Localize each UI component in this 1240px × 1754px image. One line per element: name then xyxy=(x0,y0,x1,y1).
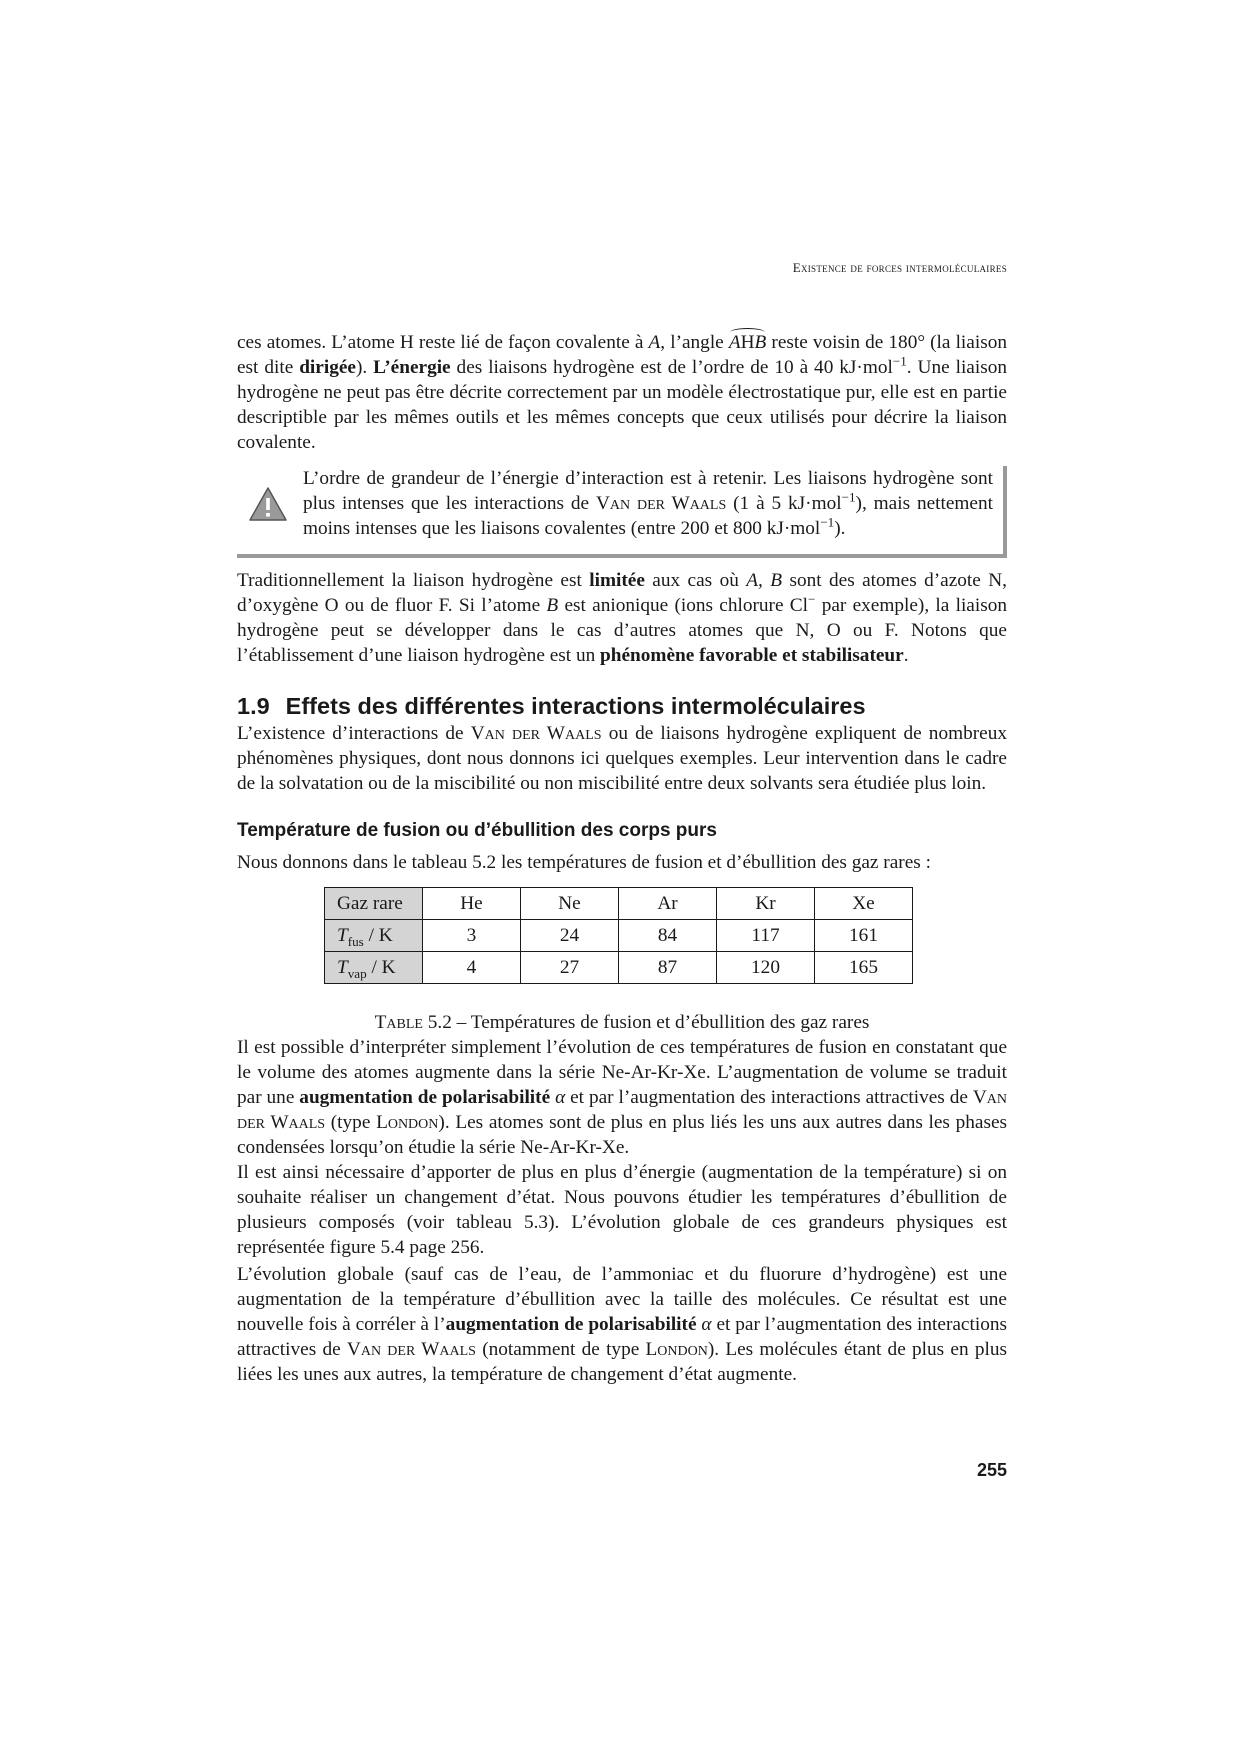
paragraph-table-intro: Nous donnons dans le tableau 5.2 les températures de fusion et d’ébullition des gaz rares : xyxy=(237,852,931,873)
section-heading: 1.9 Effets des différentes interactions intermoléculaires xyxy=(237,693,866,719)
table-cell: 3 xyxy=(423,920,521,952)
table-cell: 117 xyxy=(717,920,815,952)
table-cell: 27 xyxy=(521,952,619,984)
angle-ahb: AHB xyxy=(728,332,767,353)
table-cell: 161 xyxy=(815,920,913,952)
paragraph-liaison-dirigee: ces atomes. L’atome H reste lié de façon covalente à A, l’angle AHB reste voisin de 180° (la liaison est dite dirigée). L’énergie des liaisons hydrogène est de l’ordre de 10 à 40 kJ·mol$^{-1}$. Une liaison hydrogène ne peut pas être décrite correctement par un modèle électrostatique pur, elle est en partie descriptible par les mêmes outils et les mêmes concepts que ceux utilisés pour décrire la liaison covalente. xyxy=(237,332,1008,453)
table-cell: 165 xyxy=(815,952,913,984)
table-cell: 87 xyxy=(619,952,717,984)
table-cell: 84 xyxy=(619,920,717,952)
running-head: Existence de forces intermoléculaires xyxy=(792,260,1007,275)
warning-icon xyxy=(248,486,288,522)
warning-box xyxy=(237,466,1007,558)
page-body xyxy=(237,330,1007,1387)
table-caption: Table 5.2 – Températures de fusion et d’ébullition des gaz rares xyxy=(374,1012,870,1033)
paragraph-energie: Il est ainsi nécessaire d’apporter de plus en plus d’énergie (augmentation de la température) si on souhaite réaliser un changement d’état. Nous pouvons étudier les températures d’ébullition de plusieurs composés (voir tableau 5.3). L’évolution globale de ces grandeurs physiques est représentée figure 5.4 page 256. xyxy=(237,1162,1007,1258)
table-row xyxy=(325,920,913,952)
table-row xyxy=(325,952,913,984)
page-number: 255 xyxy=(976,1460,1007,1480)
table-header-cell: $T_{fus}$ / K xyxy=(325,920,423,952)
paragraph-evolution-globale: L’évolution globale (sauf cas de l’eau, de l’ammoniac et du fluorure d’hydrogène) est une augmentation de la température d’ébullition avec la taille des molécules. Ce résultat est une nouvelle fois à corréler à l’augmentation de polarisabilité α et par l’augmentation des interactions attractives de Van der Waals (notamment de type London). Les molécules étant de plus en plus liées les unes aux autres, la température de changement d’état augmente. xyxy=(237,1264,1007,1385)
table-cell: Ne xyxy=(521,888,619,920)
table-cell: Kr xyxy=(717,888,815,920)
table-header-cell: Gaz rare xyxy=(325,888,423,920)
table-cell: Ar xyxy=(619,888,717,920)
paragraph-liaison-limitee: Traditionnellement la liaison hydrogène est limitée aux cas où A, B sont des atomes d’azote N, d’oxygène O ou de fluor F. Si l’atome B est anionique (ions chlorure Cl− par exemple), la liaison hydrogène peut se développer dans le cas d’autres atomes que N, O ou F. Notons que l’établissement d’une liaison hydrogène est un phénomène favorable et stabilisateur. xyxy=(237,570,1008,666)
paragraph-polarisabilite: Il est possible d’interpréter simplement l’évolution de ces températures de fusion en constatant que le volume des atomes augmente dans la série Ne-Ar-Kr-Xe. L’augmentation de volume se traduit par une augmentation de polarisabilité α et par l’augmentation des interactions attractives de Van der Waals (type London). Les atomes sont de plus en plus liés les uns aux autres dans les phases condensées lorsqu’on étudie la série Ne-Ar-Kr-Xe. xyxy=(237,1037,1008,1158)
table-header-cell: $T_{vap}$ / K xyxy=(325,952,423,984)
noble-gas-table xyxy=(324,887,913,984)
table-cell: 24 xyxy=(521,920,619,952)
table-cell: He xyxy=(423,888,521,920)
warning-text: L’ordre de grandeur de l’énergie d’interaction est à retenir. Les liaisons hydrogène sont plus intenses que les interactions de Van der Waals (1 à 5 kJ·mol$^{-1}$), mais nettement moins intenses que les liaisons covalentes (entre 200 et 800 kJ·mol$^{-1}$). xyxy=(303,468,993,539)
table-cell: 120 xyxy=(717,952,815,984)
paragraph-intro-effets: L’existence d’interactions de Van der Waals ou de liaisons hydrogène expliquent de nombreux phénomènes physiques, dont nous donnons ici quelques exemples. Leur intervention dans le cadre de la solvatation ou de la miscibilité ou non miscibilité entre deux solvants sera étudiée plus loin. xyxy=(237,723,1007,794)
subsection-heading: Température de fusion ou d’ébullition des corps purs xyxy=(237,820,717,841)
table-row xyxy=(325,888,913,920)
table-cell: 4 xyxy=(423,952,521,984)
table-cell: Xe xyxy=(815,888,913,920)
